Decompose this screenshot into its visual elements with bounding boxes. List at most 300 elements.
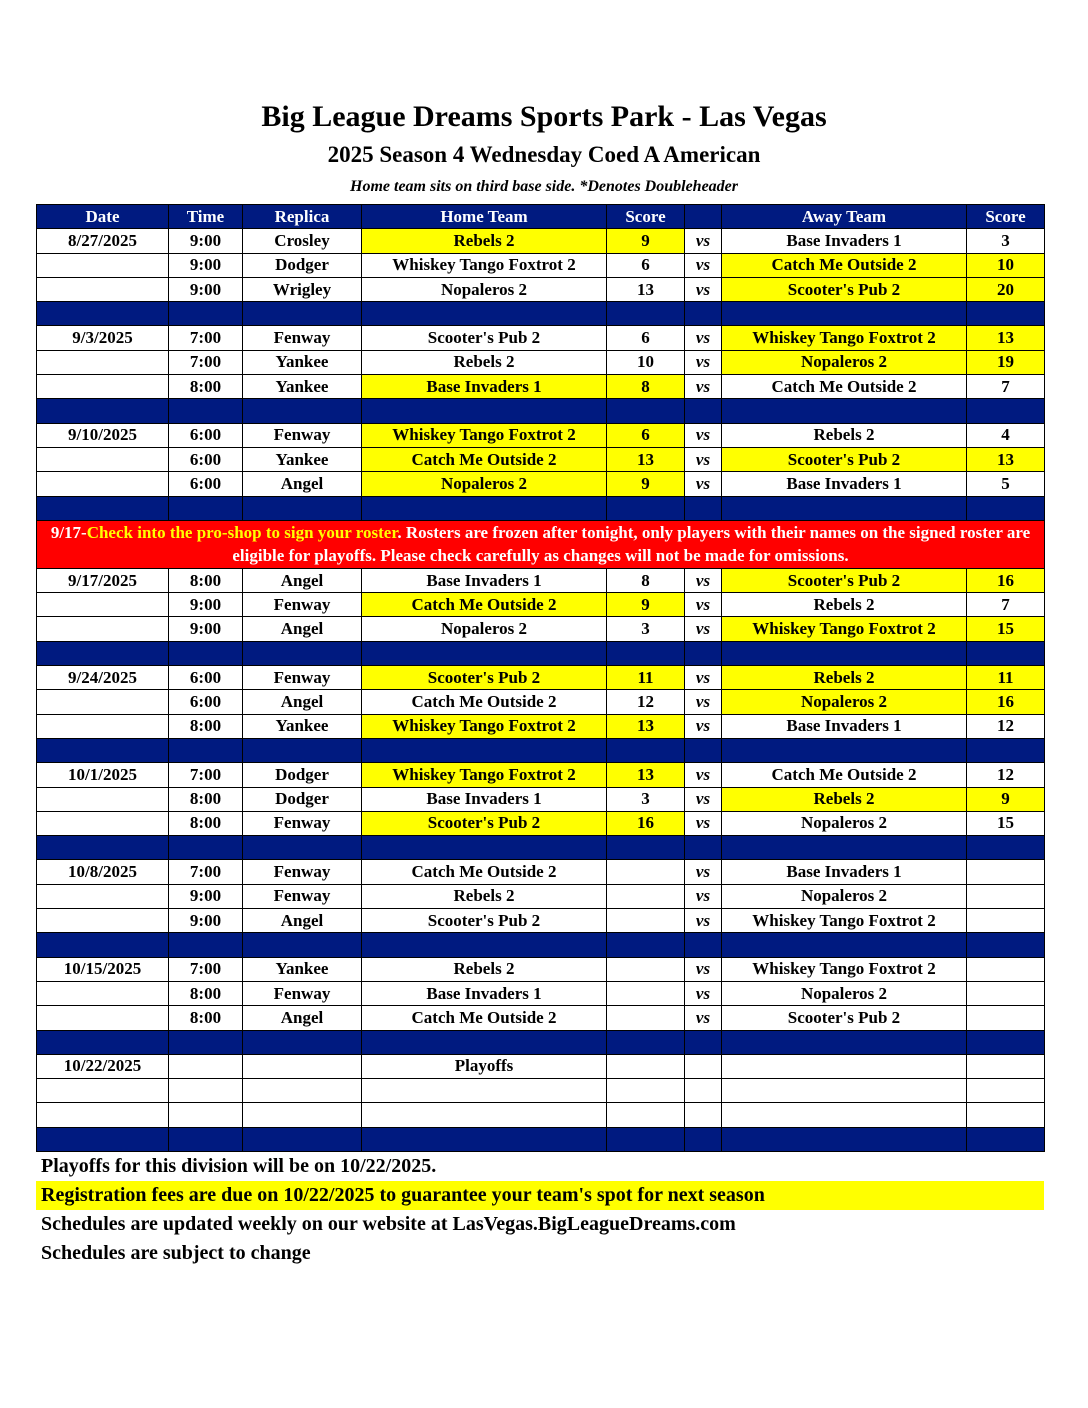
table-row: [37, 253, 1045, 277]
cell-time: 9:00: [169, 253, 243, 277]
cell-vs: vs: [685, 981, 722, 1005]
cell-away-team: Base Invaders 1: [722, 714, 967, 738]
separator-cell: [685, 399, 722, 423]
table-row: [37, 909, 1045, 933]
cell-away-team: Scooter's Pub 2: [722, 1006, 967, 1030]
change-note: Schedules are subject to change: [41, 1242, 311, 1264]
cell-away-team: Nopaleros 2: [722, 981, 967, 1005]
cell-time: 8:00: [169, 568, 243, 592]
cell-home-score: [607, 1103, 685, 1127]
table-row: [37, 617, 1045, 641]
separator-row: [37, 836, 1045, 860]
cell-home-score: [607, 1054, 685, 1078]
cell-home-score: 6: [607, 326, 685, 350]
separator-cell: [362, 496, 607, 520]
separator-cell: [169, 1127, 243, 1151]
table-row: [37, 787, 1045, 811]
cell-vs: vs: [685, 957, 722, 981]
cell-vs: vs: [685, 617, 722, 641]
cell-away-score: 12: [967, 714, 1045, 738]
cell-away-score: 13: [967, 326, 1045, 350]
cell-away-team: Scooter's Pub 2: [722, 568, 967, 592]
separator-cell: [169, 641, 243, 665]
cell-home-score: 10: [607, 350, 685, 374]
separator-row: [37, 1030, 1045, 1054]
separator-cell: [169, 496, 243, 520]
cell-vs: [685, 1054, 722, 1078]
separator-row: [37, 738, 1045, 762]
cell-date: [37, 617, 169, 641]
cell-vs: vs: [685, 253, 722, 277]
separator-cell: [722, 1127, 967, 1151]
cell-replica: Fenway: [243, 326, 362, 350]
cell-time: 6:00: [169, 447, 243, 471]
notice-lead: 9/17-: [50, 522, 87, 542]
cell-away-team: Catch Me Outside 2: [722, 375, 967, 399]
schedule-table: [36, 204, 1045, 1152]
cell-replica: Angel: [243, 617, 362, 641]
cell-vs: vs: [685, 811, 722, 835]
table-row: [37, 811, 1045, 835]
cell-away-team: Nopaleros 2: [722, 811, 967, 835]
cell-replica: Fenway: [243, 811, 362, 835]
cell-date: [37, 690, 169, 714]
cell-home-team: Rebels 2: [362, 884, 607, 908]
separator-cell: [722, 399, 967, 423]
schedule-note: Home team sits on third base side. *Denotes Doubleheader: [350, 178, 738, 195]
notice-rest: . Rosters are frozen after tonight, only players with their names on the signed roster are eligible for playoffs. Please check carefully as changes will not be made for omissions.: [232, 522, 1031, 566]
separator-cell: [967, 399, 1045, 423]
cell-away-team: Scooter's Pub 2: [722, 447, 967, 471]
separator-cell: [362, 1030, 607, 1054]
table-row: [37, 375, 1045, 399]
cell-home-team: Catch Me Outside 2: [362, 447, 607, 471]
separator-cell: [607, 836, 685, 860]
separator-cell: [37, 1127, 169, 1151]
cell-vs: vs: [685, 229, 722, 253]
cell-home-score: 9: [607, 472, 685, 496]
table-row: [37, 957, 1045, 981]
cell-date: 10/15/2025: [37, 957, 169, 981]
cell-replica: [243, 1079, 362, 1103]
separator-cell: [685, 933, 722, 957]
cell-replica: [243, 1054, 362, 1078]
cell-vs: vs: [685, 714, 722, 738]
page-title: Big League Dreams Sports Park - Las Vegas: [261, 100, 827, 133]
separator-cell: [722, 933, 967, 957]
cell-time: 9:00: [169, 593, 243, 617]
cell-vs: vs: [685, 350, 722, 374]
separator-cell: [362, 738, 607, 762]
header-date: Date: [37, 205, 169, 229]
cell-away-team: Rebels 2: [722, 666, 967, 690]
cell-vs: [685, 1079, 722, 1103]
separator-cell: [169, 933, 243, 957]
cell-away-score: 15: [967, 811, 1045, 835]
separator-cell: [37, 302, 169, 326]
cell-time: 9:00: [169, 884, 243, 908]
cell-away-team: Nopaleros 2: [722, 350, 967, 374]
cell-date: [37, 447, 169, 471]
separator-cell: [243, 738, 362, 762]
table-row: [37, 1079, 1045, 1103]
cell-home-team: Scooter's Pub 2: [362, 326, 607, 350]
notice-highlight: Check into the pro-shop to sign your roster: [86, 522, 398, 542]
cell-away-team: Rebels 2: [722, 787, 967, 811]
cell-home-score: 11: [607, 666, 685, 690]
cell-away-team: Whiskey Tango Foxtrot 2: [722, 326, 967, 350]
cell-home-score: [607, 981, 685, 1005]
cell-away-score: 19: [967, 350, 1045, 374]
cell-home-team: Rebels 2: [362, 957, 607, 981]
table-row: [37, 229, 1045, 253]
cell-date: [37, 472, 169, 496]
table-row: [37, 1054, 1045, 1078]
cell-vs: vs: [685, 447, 722, 471]
playoffs-note: Playoffs for this division will be on 10/22/2025.: [41, 1155, 437, 1177]
table-row: [37, 568, 1045, 592]
separator-cell: [722, 496, 967, 520]
table-row: [37, 277, 1045, 301]
cell-away-team: Base Invaders 1: [722, 860, 967, 884]
roster-notice: [37, 520, 1045, 568]
cell-home-team: Catch Me Outside 2: [362, 1006, 607, 1030]
separator-cell: [607, 496, 685, 520]
cell-time: 8:00: [169, 981, 243, 1005]
schedule-body: [37, 229, 1045, 1152]
cell-vs: vs: [685, 593, 722, 617]
cell-away-score: 12: [967, 763, 1045, 787]
separator-cell: [362, 933, 607, 957]
cell-home-team: Base Invaders 1: [362, 375, 607, 399]
table-row: [37, 666, 1045, 690]
separator-cell: [362, 302, 607, 326]
cell-away-team: Scooter's Pub 2: [722, 277, 967, 301]
cell-time: 6:00: [169, 472, 243, 496]
cell-date: [37, 1079, 169, 1103]
separator-cell: [607, 738, 685, 762]
separator-cell: [169, 1030, 243, 1054]
cell-away-team: [722, 1054, 967, 1078]
cell-away-score: 10: [967, 253, 1045, 277]
cell-date: [37, 1103, 169, 1127]
separator-row: [37, 399, 1045, 423]
separator-cell: [37, 496, 169, 520]
separator-cell: [722, 836, 967, 860]
cell-vs: vs: [685, 884, 722, 908]
cell-replica: Dodger: [243, 787, 362, 811]
cell-home-score: 12: [607, 690, 685, 714]
cell-vs: vs: [685, 909, 722, 933]
table-row: [37, 423, 1045, 447]
website-note: Schedules are updated weekly on our website at LasVegas.BigLeagueDreams.com: [41, 1213, 736, 1235]
cell-date: 9/24/2025: [37, 666, 169, 690]
cell-away-score: 11: [967, 666, 1045, 690]
separator-cell: [685, 836, 722, 860]
cell-away-team: Whiskey Tango Foxtrot 2: [722, 617, 967, 641]
cell-home-score: 16: [607, 811, 685, 835]
separator-cell: [722, 738, 967, 762]
separator-cell: [243, 302, 362, 326]
cell-away-score: 13: [967, 447, 1045, 471]
cell-vs: vs: [685, 375, 722, 399]
cell-away-score: 3: [967, 229, 1045, 253]
cell-time: 7:00: [169, 326, 243, 350]
separator-cell: [169, 836, 243, 860]
cell-vs: vs: [685, 568, 722, 592]
cell-date: [37, 1006, 169, 1030]
cell-time: 7:00: [169, 957, 243, 981]
cell-vs: vs: [685, 472, 722, 496]
separator-cell: [37, 738, 169, 762]
cell-home-team: Scooter's Pub 2: [362, 811, 607, 835]
table-row: [37, 472, 1045, 496]
separator-cell: [607, 302, 685, 326]
cell-vs: vs: [685, 787, 722, 811]
cell-date: 9/10/2025: [37, 423, 169, 447]
cell-vs: vs: [685, 1006, 722, 1030]
cell-away-score: 7: [967, 375, 1045, 399]
cell-replica: Angel: [243, 1006, 362, 1030]
table-row: [37, 1006, 1045, 1030]
cell-home-team: Playoffs: [362, 1054, 607, 1078]
cell-away-score: [967, 860, 1045, 884]
table-row: [37, 981, 1045, 1005]
separator-cell: [169, 399, 243, 423]
cell-replica: Fenway: [243, 860, 362, 884]
separator-cell: [607, 1030, 685, 1054]
cell-home-score: [607, 909, 685, 933]
cell-home-score: 9: [607, 593, 685, 617]
cell-away-score: [967, 884, 1045, 908]
separator-cell: [37, 933, 169, 957]
cell-date: [37, 277, 169, 301]
cell-away-score: 16: [967, 690, 1045, 714]
separator-cell: [685, 496, 722, 520]
cell-away-team: [722, 1079, 967, 1103]
table-row: [37, 714, 1045, 738]
cell-replica: Dodger: [243, 253, 362, 277]
cell-away-score: [967, 1103, 1045, 1127]
separator-cell: [967, 933, 1045, 957]
cell-date: [37, 253, 169, 277]
separator-cell: [362, 1127, 607, 1151]
cell-time: 8:00: [169, 714, 243, 738]
cell-replica: Angel: [243, 909, 362, 933]
cell-home-team: Rebels 2: [362, 229, 607, 253]
cell-replica: Fenway: [243, 884, 362, 908]
cell-time: 7:00: [169, 350, 243, 374]
cell-home-score: 9: [607, 229, 685, 253]
cell-vs: vs: [685, 666, 722, 690]
table-row: [37, 1103, 1045, 1127]
cell-away-team: [722, 1103, 967, 1127]
cell-away-score: [967, 957, 1045, 981]
cell-away-score: [967, 981, 1045, 1005]
cell-home-team: Scooter's Pub 2: [362, 666, 607, 690]
separator-cell: [362, 399, 607, 423]
cell-date: 9/3/2025: [37, 326, 169, 350]
separator-cell: [37, 399, 169, 423]
cell-time: 9:00: [169, 909, 243, 933]
cell-away-team: Base Invaders 1: [722, 229, 967, 253]
cell-home-team: Whiskey Tango Foxtrot 2: [362, 763, 607, 787]
separator-cell: [169, 302, 243, 326]
separator-row: [37, 933, 1045, 957]
separator-cell: [967, 302, 1045, 326]
separator-cell: [607, 399, 685, 423]
cell-time: [169, 1054, 243, 1078]
cell-home-score: [607, 860, 685, 884]
cell-time: 9:00: [169, 277, 243, 301]
separator-cell: [169, 738, 243, 762]
cell-home-score: 13: [607, 714, 685, 738]
separator-cell: [37, 836, 169, 860]
cell-vs: [685, 1103, 722, 1127]
cell-away-team: Whiskey Tango Foxtrot 2: [722, 909, 967, 933]
separator-cell: [243, 399, 362, 423]
cell-home-score: [607, 1079, 685, 1103]
cell-home-team: [362, 1079, 607, 1103]
cell-time: 8:00: [169, 811, 243, 835]
separator-cell: [722, 641, 967, 665]
cell-date: 10/1/2025: [37, 763, 169, 787]
cell-away-score: 4: [967, 423, 1045, 447]
cell-away-score: 15: [967, 617, 1045, 641]
cell-vs: vs: [685, 326, 722, 350]
cell-away-score: [967, 1006, 1045, 1030]
cell-home-team: Nopaleros 2: [362, 277, 607, 301]
separator-cell: [243, 1030, 362, 1054]
cell-home-team: Whiskey Tango Foxtrot 2: [362, 253, 607, 277]
cell-vs: vs: [685, 860, 722, 884]
cell-replica: Yankee: [243, 447, 362, 471]
table-row: [37, 860, 1045, 884]
separator-cell: [243, 1127, 362, 1151]
cell-home-team: Whiskey Tango Foxtrot 2: [362, 714, 607, 738]
cell-replica: Fenway: [243, 423, 362, 447]
separator-cell: [967, 641, 1045, 665]
cell-home-team: Nopaleros 2: [362, 472, 607, 496]
separator-cell: [722, 302, 967, 326]
separator-cell: [685, 641, 722, 665]
cell-vs: vs: [685, 277, 722, 301]
cell-replica: Dodger: [243, 763, 362, 787]
separator-cell: [967, 1030, 1045, 1054]
cell-home-score: 8: [607, 375, 685, 399]
separator-row: [37, 496, 1045, 520]
cell-away-score: 16: [967, 568, 1045, 592]
cell-time: 7:00: [169, 860, 243, 884]
cell-away-score: 9: [967, 787, 1045, 811]
cell-away-team: Rebels 2: [722, 593, 967, 617]
cell-away-team: Rebels 2: [722, 423, 967, 447]
separator-cell: [607, 933, 685, 957]
cell-home-team: [362, 1103, 607, 1127]
registration-note: Registration fees are due on 10/22/2025 to guarantee your team's spot for next season: [36, 1181, 1044, 1210]
separator-cell: [607, 1127, 685, 1151]
cell-home-score: [607, 884, 685, 908]
cell-away-team: Catch Me Outside 2: [722, 253, 967, 277]
cell-home-score: [607, 957, 685, 981]
cell-away-team: Nopaleros 2: [722, 884, 967, 908]
table-row: [37, 884, 1045, 908]
cell-home-score: [607, 1006, 685, 1030]
cell-date: [37, 714, 169, 738]
cell-replica: Fenway: [243, 981, 362, 1005]
cell-home-score: 3: [607, 787, 685, 811]
table-header-row: [37, 205, 1045, 229]
separator-cell: [243, 933, 362, 957]
separator-cell: [37, 1030, 169, 1054]
cell-home-team: Base Invaders 1: [362, 981, 607, 1005]
separator-cell: [685, 302, 722, 326]
cell-home-team: Nopaleros 2: [362, 617, 607, 641]
cell-time: 6:00: [169, 690, 243, 714]
cell-away-score: [967, 909, 1045, 933]
cell-home-team: Rebels 2: [362, 350, 607, 374]
table-row: [37, 763, 1045, 787]
cell-replica: Yankee: [243, 350, 362, 374]
cell-away-score: [967, 1079, 1045, 1103]
separator-cell: [362, 836, 607, 860]
schedule-subtitle: 2025 Season 4 Wednesday Coed A American: [327, 142, 761, 167]
cell-replica: Crosley: [243, 229, 362, 253]
cell-time: 8:00: [169, 787, 243, 811]
cell-time: [169, 1103, 243, 1127]
cell-away-team: Base Invaders 1: [722, 472, 967, 496]
table-row: [37, 690, 1045, 714]
separator-row: [37, 302, 1045, 326]
cell-date: [37, 884, 169, 908]
cell-date: [37, 593, 169, 617]
cell-time: 6:00: [169, 423, 243, 447]
cell-home-team: Catch Me Outside 2: [362, 690, 607, 714]
separator-cell: [685, 1030, 722, 1054]
table-row: [37, 593, 1045, 617]
cell-home-score: 13: [607, 447, 685, 471]
header-away-team: Away Team: [722, 205, 967, 229]
cell-date: 8/27/2025: [37, 229, 169, 253]
cell-home-score: 8: [607, 568, 685, 592]
cell-away-score: 5: [967, 472, 1045, 496]
cell-home-team: Base Invaders 1: [362, 787, 607, 811]
cell-time: 9:00: [169, 617, 243, 641]
cell-away-score: [967, 1054, 1045, 1078]
cell-home-team: Whiskey Tango Foxtrot 2: [362, 423, 607, 447]
table-row: [37, 447, 1045, 471]
separator-cell: [967, 1127, 1045, 1151]
separator-cell: [243, 641, 362, 665]
cell-away-team: Nopaleros 2: [722, 690, 967, 714]
cell-time: 9:00: [169, 229, 243, 253]
cell-home-team: Catch Me Outside 2: [362, 860, 607, 884]
cell-home-score: 6: [607, 253, 685, 277]
cell-date: [37, 787, 169, 811]
cell-date: 10/22/2025: [37, 1054, 169, 1078]
cell-replica: Yankee: [243, 714, 362, 738]
table-row: [37, 350, 1045, 374]
cell-replica: Angel: [243, 472, 362, 496]
cell-away-team: Whiskey Tango Foxtrot 2: [722, 957, 967, 981]
separator-cell: [722, 1030, 967, 1054]
cell-replica: Angel: [243, 568, 362, 592]
cell-replica: Wrigley: [243, 277, 362, 301]
cell-home-score: 13: [607, 277, 685, 301]
cell-date: [37, 909, 169, 933]
cell-time: 8:00: [169, 375, 243, 399]
cell-home-team: Catch Me Outside 2: [362, 593, 607, 617]
